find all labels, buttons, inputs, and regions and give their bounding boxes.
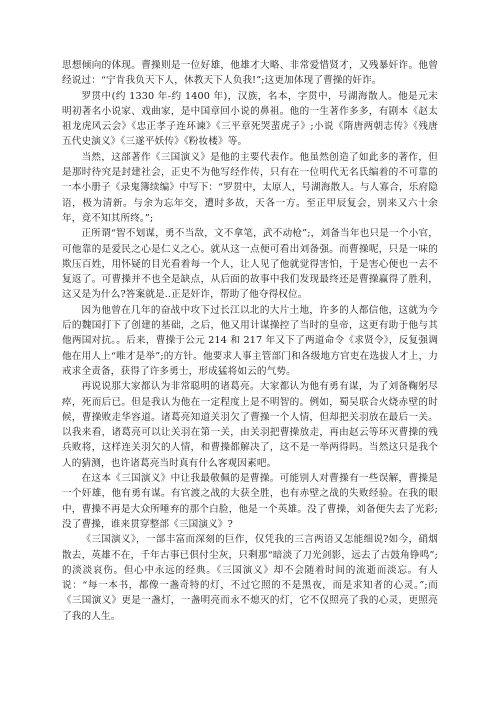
paragraph-1: 思想倾向的体现。曹操则是一位好雄，他雄才大略、非常爱惜贤才，又残暴奸诈。他曾经说过：“宁肯我负天下人，休教天下人负我!”;这更加体现了曹操的奸诈。 xyxy=(62,60,438,87)
document-page xyxy=(62,58,438,698)
paragraph-8: 《三国演义》，一部丰富而深刻的巨作，仅凭我的三言两语又怎能细说?如今，硝烟散去，英雄不在，千年古事已俱付尘灰，只剩那“暗淡了刀光剑影，远去了古鼓角铮鸣”;的淡淡哀伤。但心中永远的经典。《三国演义》却不会随着时间的流逝而淡忘。有人说：“每一本书，都像一盏奇特的灯，不过它照的不是黑夜，而是求知者的心灵。”;而《三国演义》更是一盏灯，一盏明亮而永不熄灭的灯，它不仅照亮了我的心灵，更照亮了我的人生。 xyxy=(62,534,438,622)
paragraph-5: 因为他曾在几年的奋战中攻下过长江以北的大片土地，许多的人都信他，这就为今后的魏国打下了创建的基础，之后，他又用计谋操控了当时的皇帝，这更有助于他与其他两国对抗。。后来，曹操于公元 214 和 217 年又下了两道命令《求贤令》，反复强调他在用人上“唯才是举”;的方针。他要求人事主管部门和各级地方官吏在选拔人才上，力戒求全责备，获得了许多勇士，形成猛将如云的气势。 xyxy=(62,304,438,377)
paragraph-7: 在这本《三国演义》中让我最敬佩的是曹操。可能别人对曹操有一些误解，曹操是一个奸雄，他有勇有谋。有官渡之战的大获全胜，也有赤壁之战的失败经验。在我的眼中，曹操不再是大众所唾弃的那个白脸，他是一个英雄。没了曹操，刘备便失去了光彩;没了曹操，谁来贯穿整部《三国演义》? xyxy=(62,473,438,530)
paragraph-4: 正所谓“智不划谋，勇不当敌，文不拿笔，武不动枪”;，刘备当年也只是一个小官，可他靠的是爱民之心是仁义之心。就从这一点便可看出刘备强。而曹操呢，只是一味的欺压百姓，用怀疑的目光看着每一个人，让人见了他就觉得害怕，于是害心便也一去不复返了。可曹操并不也全是缺点，从后面的故事中我们发现最终还是曹操赢得了胜利，这又是为什么?答案就是..正是奸诈，帮助了他夺得权位。 xyxy=(62,228,438,301)
paragraph-2: 罗贯中(约 1330 年-约 1400 年)，汉族，名本，字贯中，号湖海散人。他是元末明初著名小说家、戏曲家，是中国章回小说的鼻祖。他的一生著作多多，有剧本《赵太祖龙虎风云会》《忠正孝子连环谏》《三平章死哭蜚虎子》;小说《隋唐两朝志传》《残唐五代史演义》《三遂平妖传》《粉妆楼》等。 xyxy=(62,90,438,148)
paragraph-3: 当然，这部著作《三国演义》是他的主要代表作。他虽然创造了如此多的著作，但是那时待究是封建社会，正史不为他写经作传，只有在一位明代无名氏编着的不可靠的一本小册子《录鬼簿续编》中写下：“罗贯中，太原人，号湖海散人。与人寡合，乐府隐语，极为清新。与余为忘年交，遭时多故，天各一方。至正甲辰复会，别来又六十余年，竟不知其所终。”; xyxy=(62,151,438,224)
paragraph-6: 再说说那大家都认为非常聪明的诸葛亮。大家都认为他有勇有谋，为了刘备鞠躬尽瘁，死而后已。但是我认为他在一定程度上是不明智的。例如，蜀吴联合火烧赤壁的时候，曹操败走华容道。诸葛亮知道关羽欠了曹操一个人情，但却把关羽放在最后一关。以我来看，诸葛亮可以让关羽在第一关，由关羽把曹操放走，再由赵云等环灭曹操的残兵败将，这样连关羽欠的人情，和曹操都解决了，这不是一举两得吗。当然这只是我个人的猜测，也许诸葛亮当时真有什么客观因素吧。 xyxy=(62,381,438,469)
